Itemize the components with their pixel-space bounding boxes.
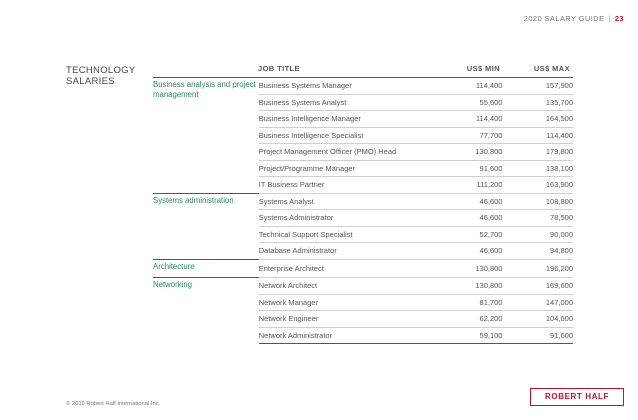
column-header-job-title: JOB TITLE <box>258 64 300 73</box>
job-title-cell: Database Administrator <box>259 243 432 260</box>
min-salary-cell: 81,700 <box>432 294 503 311</box>
max-salary-cell: 94,800 <box>502 243 573 260</box>
max-salary-cell: 138,100 <box>502 160 573 177</box>
max-salary-cell: 78,500 <box>502 210 573 227</box>
job-title-cell: Network Architect <box>259 278 432 295</box>
min-salary-cell: 114,400 <box>432 78 503 95</box>
page-header <box>524 14 624 23</box>
max-salary-cell: 91,600 <box>502 327 573 344</box>
table-row <box>153 278 573 295</box>
min-salary-cell: 130,800 <box>432 259 503 278</box>
min-salary-cell: 91,600 <box>432 160 503 177</box>
max-salary-cell: 163,900 <box>502 177 573 194</box>
min-salary-cell: 62,200 <box>432 311 503 328</box>
job-title-cell: Network Manager <box>259 294 432 311</box>
job-title-cell: Network Engineer <box>259 311 432 328</box>
max-salary-cell: 104,600 <box>502 311 573 328</box>
max-salary-cell: 108,800 <box>502 193 573 210</box>
min-salary-cell: 114,400 <box>432 111 503 128</box>
category-label: Networking <box>153 278 259 344</box>
job-title-cell: IT Business Partner <box>259 177 432 194</box>
table-row <box>153 193 573 210</box>
job-title-cell: Technical Support Specialist <box>259 226 432 243</box>
header-separator: | <box>608 14 611 23</box>
min-salary-cell: 111,200 <box>432 177 503 194</box>
job-title-cell: Business Intelligence Manager <box>259 111 432 128</box>
max-salary-cell: 135,700 <box>502 94 573 111</box>
category-label: Architecture <box>153 259 259 278</box>
min-salary-cell: 46,600 <box>432 243 503 260</box>
job-title-cell: Enterprise Architect <box>259 259 432 278</box>
job-title-cell: Systems Analyst <box>259 193 432 210</box>
robert-half-logo[interactable]: ROBERT HALF <box>530 388 624 406</box>
job-title-cell: Business Systems Manager <box>259 78 432 95</box>
max-salary-cell: 147,000 <box>502 294 573 311</box>
min-salary-cell: 55,600 <box>432 94 503 111</box>
table-row <box>153 259 573 278</box>
max-salary-cell: 90,000 <box>502 226 573 243</box>
max-salary-cell: 164,500 <box>502 111 573 128</box>
min-salary-cell: 59,100 <box>432 327 503 344</box>
job-title-cell: Project/Programme Manager <box>259 160 432 177</box>
category-label: Systems administration <box>153 193 259 259</box>
job-title-cell: Systems Administrator <box>259 210 432 227</box>
min-salary-cell: 130,800 <box>432 278 503 295</box>
page-number: 23 <box>614 14 624 23</box>
copyright: © 2019 Robert Half International Inc. <box>66 401 161 407</box>
min-salary-cell: 46,600 <box>432 210 503 227</box>
min-salary-cell: 77,700 <box>432 127 503 144</box>
table-row <box>153 78 573 95</box>
job-title-cell: Project Management Officer (PMO) Head <box>259 144 432 161</box>
category-label: Business analysis and project management <box>153 78 259 194</box>
min-salary-cell: 130,800 <box>432 144 503 161</box>
min-salary-cell: 52,700 <box>432 226 503 243</box>
guide-title: 2020 SALARY GUIDE <box>523 14 605 23</box>
column-header-min: US$ MIN <box>466 64 500 73</box>
job-title-cell: Business Systems Analyst <box>259 94 432 111</box>
job-title-cell: Network Administrator <box>259 327 432 344</box>
column-header-max: US$ MAX <box>533 64 570 73</box>
salary-table <box>153 77 573 344</box>
min-salary-cell: 46,600 <box>432 193 503 210</box>
max-salary-cell: 157,900 <box>502 78 573 95</box>
max-salary-cell: 196,200 <box>502 259 573 278</box>
job-title-cell: Business Intelligence Specialist <box>259 127 432 144</box>
max-salary-cell: 179,800 <box>502 144 573 161</box>
section-title: TECHNOLOGY SALARIES <box>66 65 136 87</box>
max-salary-cell: 169,600 <box>502 278 573 295</box>
max-salary-cell: 114,400 <box>502 127 573 144</box>
